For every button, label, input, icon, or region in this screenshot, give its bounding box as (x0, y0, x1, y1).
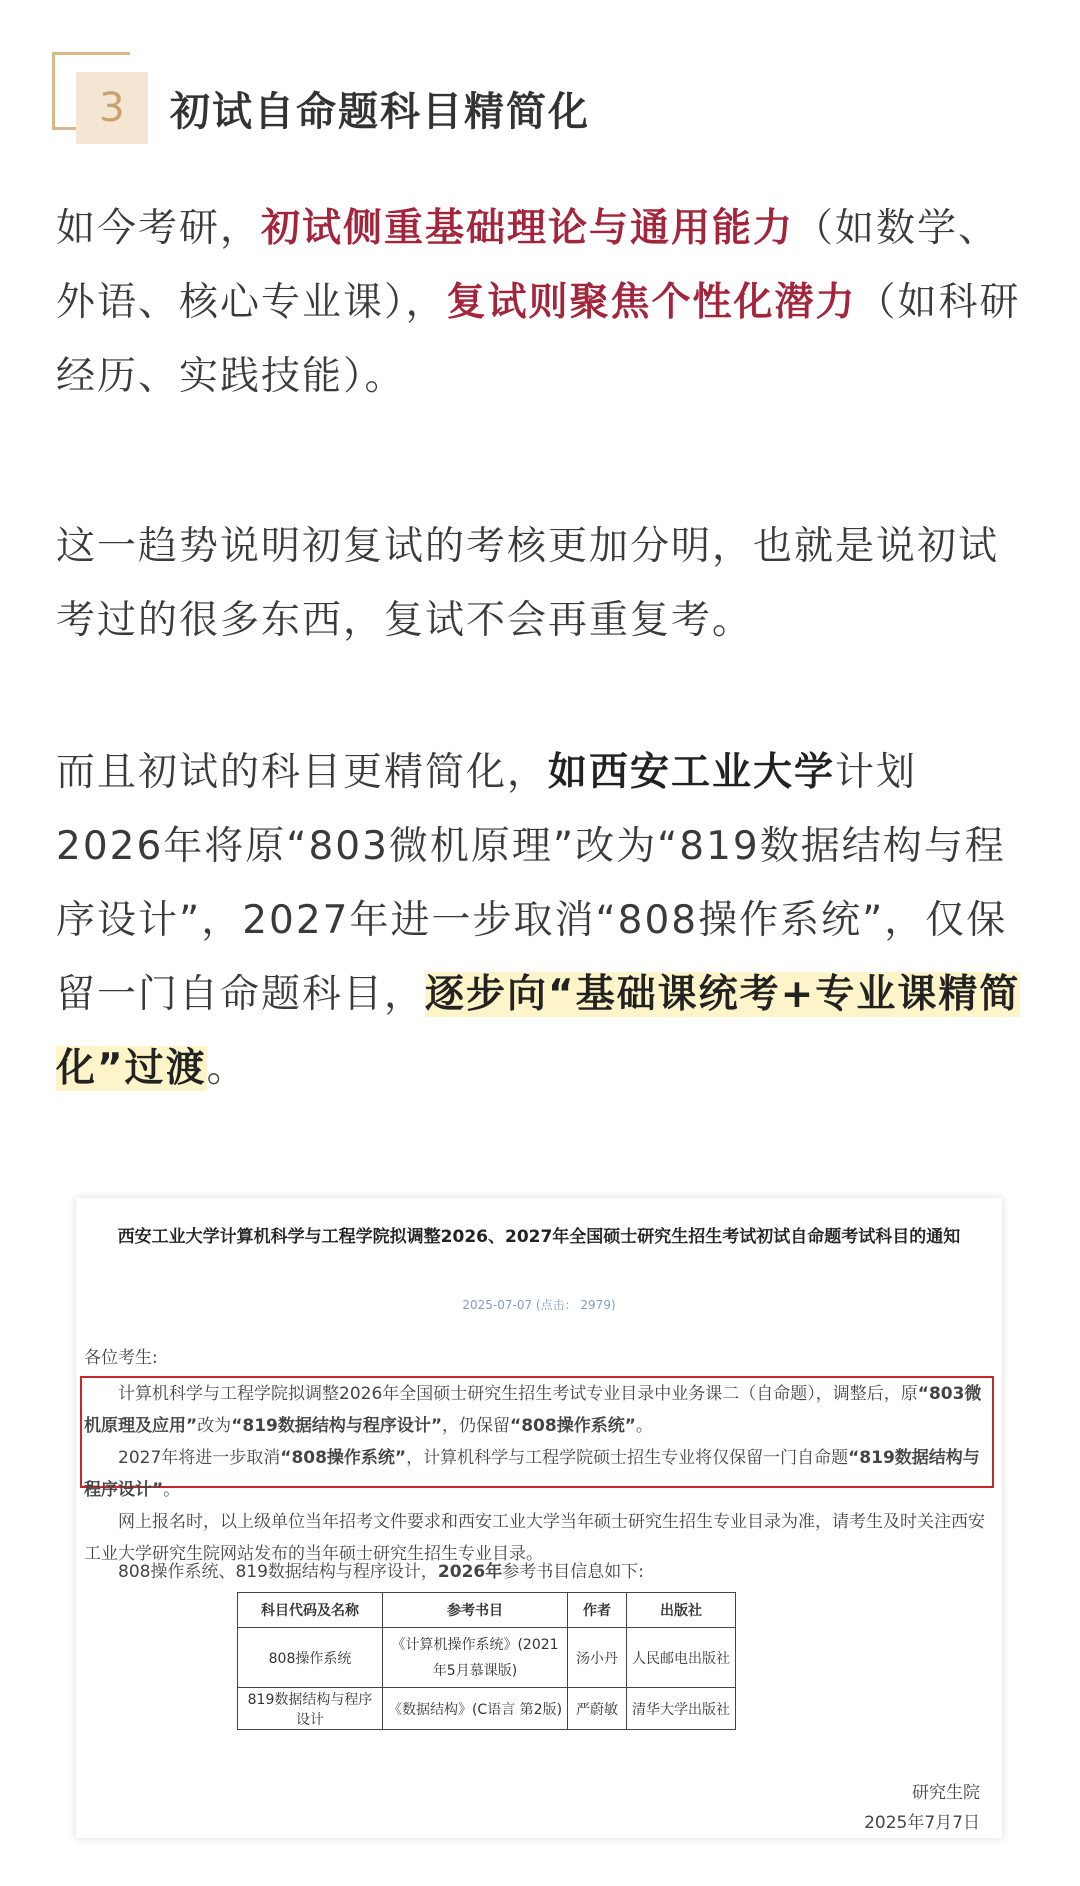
notice-p2-cancelled-subject: “808操作系统” (280, 1448, 407, 1468)
notice-p1-text-3: ，仍保留 (442, 1416, 511, 1436)
section-title: 初试自命题科目精简化 (170, 89, 590, 135)
notice-p4-year: 2026年 (437, 1562, 503, 1582)
para3-text-1: 而且初试的科目更精简化， (56, 750, 549, 795)
notice-signature-org: 研究生院 (912, 1783, 980, 1803)
table-cell: 《计算机操作系统》(2021年5月慕课版) (383, 1628, 568, 1688)
notice-p1-text-4: 。 (635, 1416, 653, 1436)
para1-highlight-2: 复试则聚焦个性化潜力 (446, 280, 857, 325)
table-header: 科目代码及名称 (238, 1593, 383, 1628)
notice-greeting: 各位考生: (84, 1348, 158, 1368)
table-row (238, 1688, 736, 1730)
notice-p4-text: 808操作系统、819数据结构与程序设计， (118, 1562, 438, 1582)
para3-bold-university: 如西安工业大学 (548, 750, 836, 795)
para1-text-2: （如数学、外语、核心专业课）， (56, 206, 1000, 325)
notice-p2-text-2: ，计算机科学与工程学院硕士招生专业将仅保留一门自命题 (406, 1448, 849, 1468)
notice-p2-remaining-subject: “819数据结构与程序设计” (84, 1448, 980, 1500)
notice-p1-text: 计算机科学与工程学院拟调整2026年全国硕士研究生招生考试专业目录中业务课二（自命题），调整后，原 (118, 1384, 918, 1404)
notice-p1-text-2: 改为 (197, 1416, 232, 1436)
table-header: 出版社 (627, 1593, 736, 1628)
paragraph-3 (56, 736, 1024, 1106)
notice-p1-old-subject: “803微机原理及应用” (84, 1384, 982, 1436)
para3-text-2: 计划2026年将原“803微机原理”改为“819数据结构与程序设计”，2027年进一步取消“808操作系统”，仅保留一门自命题科目， (56, 750, 1008, 1017)
table-cell: 汤小丹 (568, 1628, 627, 1688)
table-cell: 人民邮电出版社 (627, 1628, 736, 1688)
notice-p1-kept-subject: “808操作系统” (510, 1416, 636, 1436)
para3-highlight: 逐步向“基础课统考+专业课精简化”过渡 (56, 972, 1021, 1091)
notice-p4-text-2: 参考书目信息如下: (502, 1562, 644, 1582)
section-header (52, 52, 1052, 152)
table-cell: 808操作系统 (238, 1628, 383, 1688)
notice-p2-text: 2027年将进一步取消 (118, 1448, 281, 1468)
notice-paragraph-2 (84, 1442, 996, 1506)
table-cell: 《数据结构》(C语言 第2版) (383, 1688, 568, 1730)
notice-paragraph-4 (84, 1556, 996, 1588)
para1-text-1: 如今考研， (56, 206, 262, 251)
table-cell: 严蔚敏 (568, 1688, 627, 1730)
table-cell: 清华大学出版社 (627, 1688, 736, 1730)
notice-paragraph-3: 网上报名时，以上级单位当年招考文件要求和西安工业大学当年硕士研究生招生专业目录为准，请考生及时关注西安工业大学研究生院网站发布的当年硕士研究生招生专业目录。 (84, 1512, 985, 1564)
table-row (238, 1628, 736, 1688)
section-number: 3 (76, 72, 148, 144)
paragraph-2: 这一趋势说明初复试的考核更加分明，也就是说初试考过的很多东西，复试不会再重复考。 (56, 524, 1000, 643)
notice-p1-new-subject: “819数据结构与程序设计” (231, 1416, 443, 1436)
notice-signature-date: 2025年7月7日 (864, 1813, 980, 1833)
para1-highlight-1: 初试侧重基础理论与通用能力 (261, 206, 795, 251)
table-header-row (238, 1593, 736, 1628)
para3-text-3: 。 (206, 1046, 248, 1091)
notice-paragraph-1 (84, 1378, 996, 1442)
notice-p2-text-3: 。 (163, 1480, 181, 1500)
notice-image (76, 1198, 1002, 1838)
table-cell: 819数据结构与程序设计 (238, 1688, 383, 1730)
table-header: 参考书目 (383, 1593, 568, 1628)
para1-text-3: （如科研经历、实践技能）。 (56, 280, 1021, 399)
paragraph-1 (56, 192, 1024, 414)
notice-date: 2025-07-07 (点击： 2979) (462, 1298, 616, 1312)
reference-books-table (237, 1592, 736, 1730)
notice-title: 西安工业大学计算机科学与工程学院拟调整2026、2027年全国硕士研究生招生考试初试自命题考试科目的通知 (117, 1227, 961, 1247)
table-header: 作者 (568, 1593, 627, 1628)
